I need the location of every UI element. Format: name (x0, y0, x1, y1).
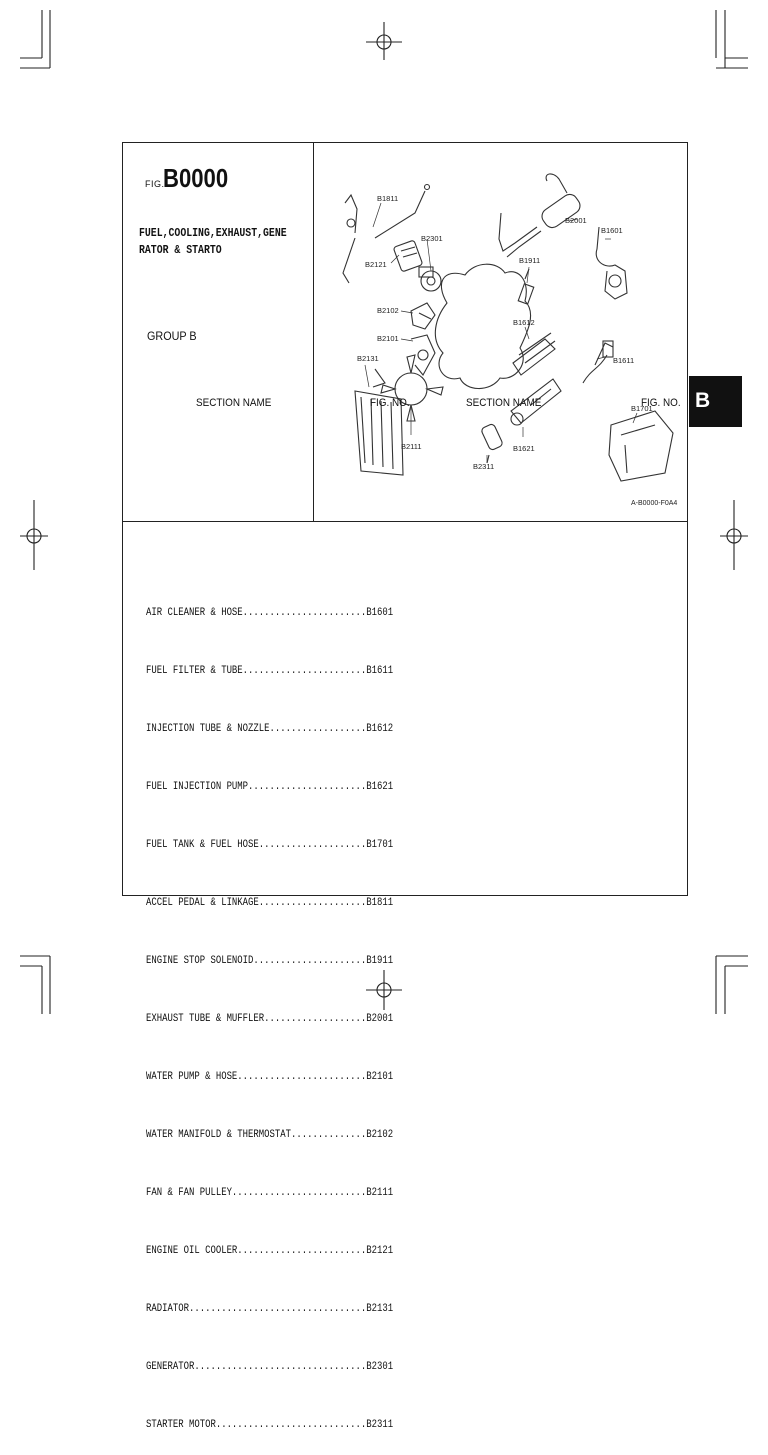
fuel-tank-part (609, 411, 673, 481)
callout-b2121: B2121 (365, 260, 387, 269)
callout-b1621: B1621 (513, 444, 535, 453)
index-row: ENGINE STOP SOLENOID.....................B1911 (146, 954, 394, 967)
fan-part (381, 355, 443, 421)
fig-no-header-left: FIG. NO. (370, 397, 410, 409)
figure-title: FUEL,COOLING,EXHAUST,GENE RATOR & STARTO (139, 226, 287, 257)
group-label: GROUP B (147, 329, 197, 343)
callout-b2001: B2001 (565, 216, 587, 225)
drawing-code: A-B0000-F0A4 (631, 500, 678, 507)
callout-b2101: B2101 (377, 334, 399, 343)
index-row: WATER MANIFOLD & THERMOSTAT..............B2102 (146, 1128, 394, 1141)
index-row: FUEL INJECTION PUMP......................B1621 (146, 780, 394, 793)
callout-b1911: B1911 (519, 256, 541, 265)
index-row: AIR CLEANER & HOSE.......................B1601 (146, 606, 394, 619)
callout-b2102: B2102 (377, 306, 399, 315)
section-name-header-right: SECTION NAME (466, 397, 542, 409)
vertical-divider (313, 143, 314, 521)
air-cleaner-part (596, 227, 627, 299)
index-row: ENGINE OIL COOLER........................B2121 (146, 1245, 394, 1258)
water-manifold-part (411, 303, 435, 329)
section-name-header-left: SECTION NAME (196, 397, 272, 409)
index-row: GENERATOR................................B2301 (146, 1361, 394, 1374)
generator-part (419, 267, 441, 291)
index-row: ACCEL PEDAL & LINKAGE....................B1811 (146, 896, 394, 909)
fig-prefix: FIG. (145, 179, 165, 189)
parts-diagram (315, 143, 687, 519)
callout-b1612: B1612 (513, 318, 535, 327)
callout-b1611: B1611 (613, 356, 635, 365)
figure-number: B0000 (163, 163, 229, 193)
callout-b1701: B1701 (631, 404, 653, 413)
fuel-filter-part (583, 341, 613, 383)
index-row: RADIATOR.................................B2131 (146, 1303, 394, 1316)
index-row: FAN & FAN PULLEY.........................B2111 (146, 1187, 394, 1199)
index-row: INJECTION TUBE & NOZZLE..................B1612 (146, 722, 394, 735)
callout-b2311: B2311 (473, 462, 495, 471)
index-row: STARTER MOTOR............................B2311 (146, 1419, 394, 1432)
callout-b1811: B1811 (377, 194, 399, 203)
section-index-list (146, 565, 393, 1455)
index-row: FUEL TANK & FUEL HOSE....................B1701 (146, 838, 394, 851)
fig-no-header-right: FIG. NO. (641, 397, 681, 409)
index-row: EXHAUST TUBE & MUFFLER...................B2001 (146, 1012, 394, 1025)
index-row: FUEL FILTER & TUBE.......................B1611 (146, 664, 394, 677)
callout-b1601: B1601 (601, 226, 623, 235)
section-tab (689, 376, 742, 427)
callout-b2301: B2301 (421, 234, 443, 243)
section-tab-label: B (695, 389, 711, 412)
horizontal-divider (123, 521, 687, 522)
starter-motor-part (481, 423, 504, 463)
callout-b2131: B2131 (357, 354, 379, 363)
index-row: WATER PUMP & HOSE........................B2101 (146, 1070, 394, 1083)
callout-b2111: B2111 (401, 442, 422, 451)
injection-tube-part (513, 333, 555, 375)
